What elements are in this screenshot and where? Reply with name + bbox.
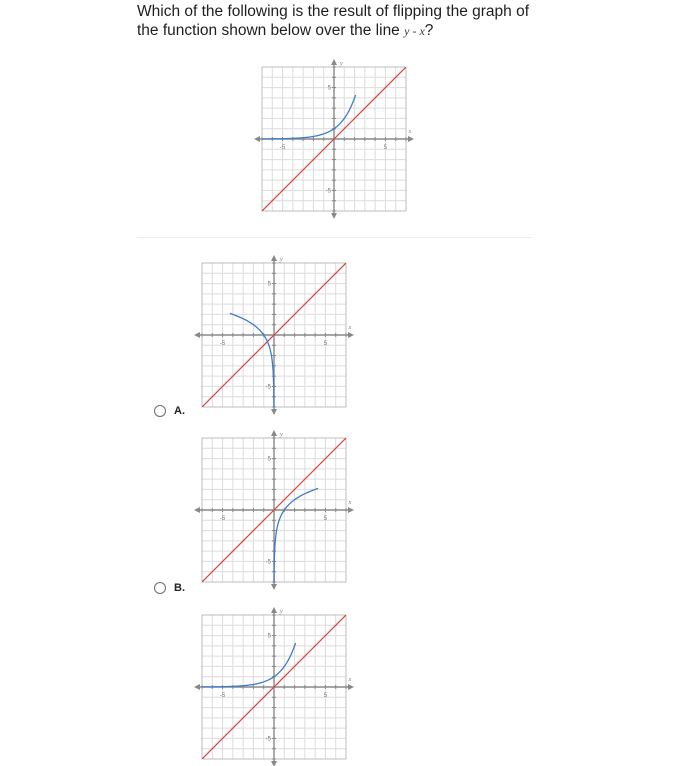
graph-svg — [195, 608, 353, 766]
x-axis-label: x — [348, 677, 352, 683]
x-axis-arrow-left — [254, 136, 260, 142]
x-axis-arrow-left — [194, 684, 200, 690]
divider — [137, 237, 532, 238]
x-tick-label-neg5: -5 — [219, 693, 226, 699]
graph-svg — [195, 256, 353, 414]
x-axis-arrow-left — [194, 332, 200, 338]
x-axis-label: x — [408, 129, 412, 135]
x-tick-label-pos5: 5 — [383, 145, 388, 151]
x-tick-label-pos5: 5 — [323, 693, 328, 699]
option-b-radio[interactable] — [154, 582, 166, 594]
y-tick-label-pos5: 5 — [267, 281, 271, 288]
function-curve — [230, 313, 274, 409]
question-body: Which of the following is the result of flipping the graph of the function shown below over the line — [137, 3, 530, 39]
function-curve — [262, 95, 356, 139]
x-axis-arrow-right — [348, 332, 354, 338]
x-axis-arrow-right — [348, 507, 354, 513]
question-math: y - x — [404, 24, 425, 38]
graph-svg — [255, 60, 413, 218]
y-axis-arrow-down — [271, 761, 277, 766]
question-suffix: ? — [424, 22, 434, 39]
x-axis-label: x — [348, 500, 352, 506]
y-tick-label-neg5: -5 — [265, 736, 271, 743]
y-axis-arrow-up — [271, 255, 277, 261]
y-axis-arrow-up — [331, 59, 337, 65]
y-axis-label: y — [280, 432, 283, 438]
y-tick-label-neg5: -5 — [265, 559, 271, 566]
option-a-graph — [195, 256, 353, 414]
y-axis-arrow-up — [271, 430, 277, 436]
function-graph — [255, 60, 413, 218]
function-curve — [202, 643, 296, 687]
y-axis-arrow-down — [271, 584, 277, 590]
option-b-graph — [195, 431, 353, 589]
x-tick-label-pos5: 5 — [323, 516, 328, 522]
y-axis-arrow-up — [271, 607, 277, 613]
y-axis-arrow-down — [271, 409, 277, 415]
y-tick-label-neg5: -5 — [265, 384, 271, 391]
y-axis-label: y — [340, 61, 343, 67]
x-tick-label-pos5: 5 — [323, 341, 328, 347]
option-a[interactable] — [154, 405, 185, 417]
option-c-graph — [195, 608, 353, 766]
option-b[interactable] — [154, 582, 185, 594]
x-axis-arrow-right — [408, 136, 414, 142]
graph-svg — [195, 431, 353, 589]
x-axis-label: x — [348, 325, 352, 331]
y-tick-label-pos5: 5 — [267, 456, 271, 463]
x-tick-label-neg5: -5 — [219, 516, 226, 522]
question-text — [137, 2, 537, 41]
y-tick-label-neg5: -5 — [325, 188, 331, 195]
x-tick-label-neg5: -5 — [219, 341, 226, 347]
x-tick-label-neg5: -5 — [279, 145, 286, 151]
y-axis-arrow-down — [331, 213, 337, 219]
x-axis-arrow-right — [348, 684, 354, 690]
y-axis-label: y — [280, 257, 283, 263]
option-a-radio[interactable] — [154, 405, 166, 417]
y-axis-label: y — [280, 609, 283, 615]
x-axis-arrow-left — [194, 507, 200, 513]
option-a-label: A. — [174, 405, 185, 417]
y-tick-label-pos5: 5 — [267, 633, 271, 640]
option-b-label: B. — [174, 582, 185, 594]
y-tick-label-pos5: 5 — [327, 85, 331, 92]
